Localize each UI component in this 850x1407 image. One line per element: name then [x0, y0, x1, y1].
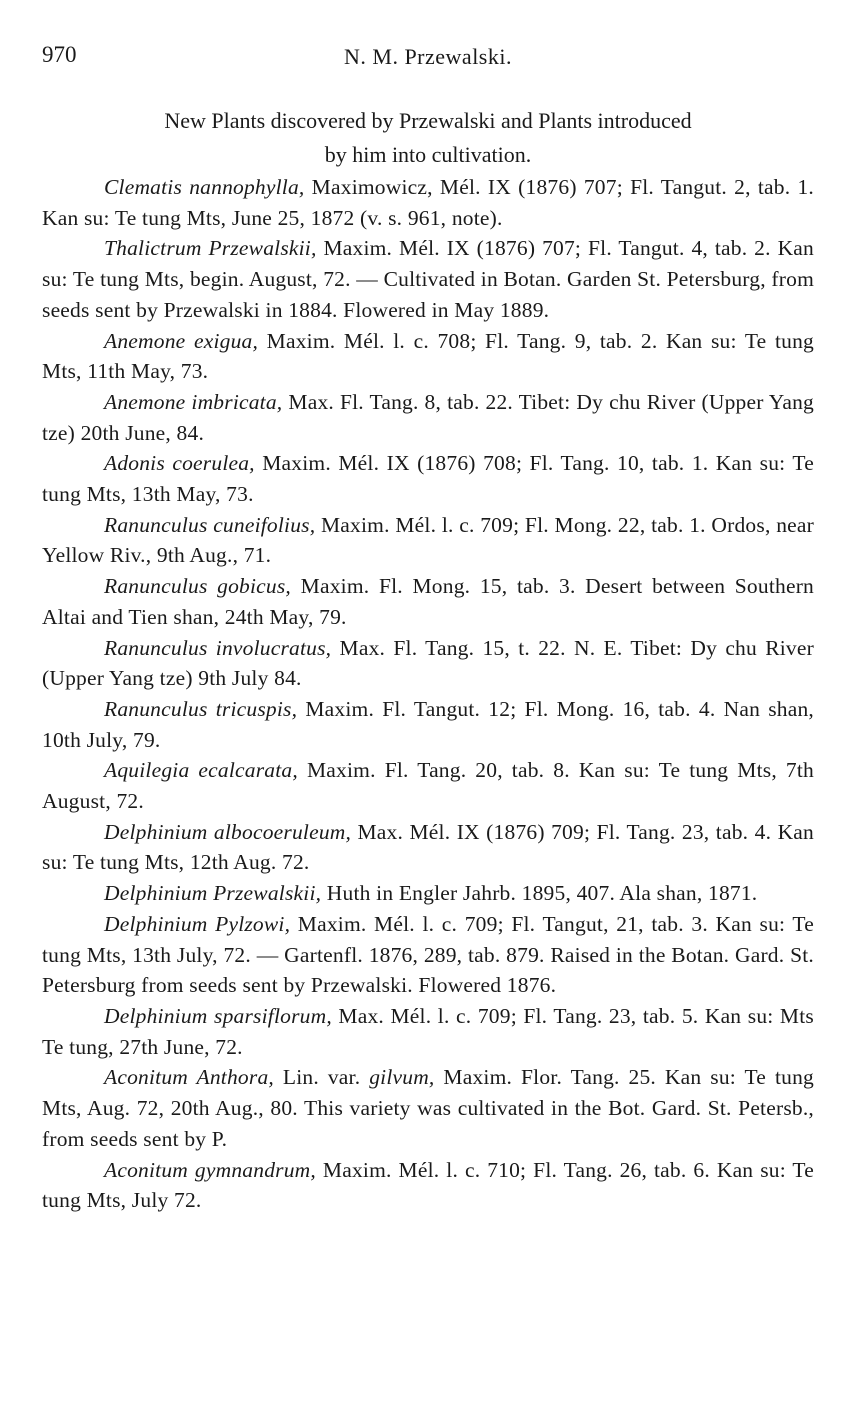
entry-text: Maxim. Flor. Tang. 25. Kan su: Te tung Mts, Aug. 72, 20th Aug., 80. This variety was cultivated in the Bot. Gard. St. Petersb., from seeds sent by P. [42, 1065, 814, 1151]
running-head [42, 36, 814, 76]
entry-text: Maxim. Mél. l. c. 708; Fl. Tang. 9, tab. 2. Kan su: Te tung Mts, 11th May, 73. [42, 328, 814, 384]
plant-entry [42, 448, 814, 509]
plant-entry [42, 694, 814, 755]
species-name: Ranunculus involucratus, [104, 635, 332, 660]
plant-entry [42, 1001, 814, 1062]
entry-text: Maxim. Mél. l. c. 709; Fl. Tangut, 21, tab. 3. Kan su: Te tung Mts, 13th July, 72. — Gartenfl. 1876, 289, tab. 879. Raised in the Botan. Gard. St. Petersburg from seeds sent by Przewalski. Flowered 1876. [42, 911, 814, 998]
plant-entry [42, 878, 814, 909]
species-name: Ranunculus cuneifolius, [104, 512, 316, 537]
species-name: Thalictrum Przewalskii, [104, 236, 317, 261]
species-name: Delphinium sparsiflorum, [104, 1003, 332, 1028]
plant-entry-list [42, 172, 814, 1216]
species-name: Delphinium albocoeruleum, [104, 819, 352, 844]
entry-text: Max. Mél. IX (1876) 709; Fl. Tang. 23, tab. 4. Kan su: Te tung Mts, 12th Aug. 72. [42, 819, 814, 875]
entry-text: Maxim. Fl. Tang. 20, tab. 8. Kan su: Te tung Mts, 7th August, 72. [42, 758, 814, 814]
section-heading-line-2: by him into cultivation. [324, 142, 532, 167]
species-name: Clematis nannophylla, [104, 175, 305, 199]
entry-text: Max. Fl. Tang. 8, tab. 22. Tibet: Dy chu River (Upper Yang tze) 20th June, 84. [42, 389, 814, 445]
entry-text: Maxim. Mél. l. c. 709; Fl. Mong. 22, tab. 1. Ordos, near Yellow Riv., 9th Aug., 71. [42, 512, 814, 568]
entry-text: Max. Mél. l. c. 709; Fl. Tang. 23, tab. 5. Kan su: Mts Te tung, 27th June, 72. [42, 1003, 814, 1059]
species-name: Ranunculus gobicus, [104, 574, 292, 599]
species-name: Delphinium Przewalskii, [104, 881, 322, 906]
species-name: Aquilegia ecalcarata, [104, 758, 298, 783]
plant-entry [42, 326, 814, 387]
document-page [42, 36, 814, 1216]
species-name: Aconitum Anthora, [104, 1065, 274, 1090]
variety-name: gilvum, [369, 1065, 435, 1090]
entry-text: Maxim. Mél. IX (1876) 707; Fl. Tangut. 4, tab. 2. Kan su: Te tung Mts, begin. August, 72. — Cultivated in Botan. Garden St. Petersburg, from seeds sent by Przewalski in 1884. Flowered in May 1889. [42, 236, 815, 322]
section-heading [42, 104, 814, 172]
section-heading-line-1: New Plants discovered by Przewalski and Plants introduced [164, 108, 692, 133]
species-name: Adonis coerulea, [104, 451, 255, 476]
species-name: Aconitum gymnandrum, [104, 1157, 316, 1182]
entry-text: Max. Fl. Tang. 15, t. 22. N. E. Tibet: Dy chu River (Upper Yang tze) 9th July 84. [42, 635, 814, 691]
plant-entry [42, 387, 814, 448]
entry-text: Maxim. Mél. IX (1876) 708; Fl. Tang. 10, tab. 1. Kan su: Te tung Mts, 13th May, 73. [42, 451, 814, 507]
species-name: Delphinium Pylzowi, [104, 911, 291, 936]
plant-entry [42, 1062, 814, 1154]
entry-text: Maxim. Fl. Mong. 15, tab. 3. Desert between Southern Altai and Tien shan, 24th May, 79. [42, 574, 814, 629]
entry-text: Lin. var. [273, 1065, 370, 1090]
running-title: N. M. Przewalski. [344, 44, 512, 69]
plant-entry [42, 510, 814, 571]
species-name: Anemone exigua, [104, 328, 259, 353]
entry-text: Maximowicz, Mél. IX (1876) 707; Fl. Tangut. 2, tab. 1. Kan su: Te tung Mts, June 25, 1872 (v. s. 961, note). [42, 175, 814, 230]
entry-text: Huth in Engler Jahrb. 1895, 407. Ala shan, 1871. [321, 881, 758, 906]
entry-text: Maxim. Mél. l. c. 710; Fl. Tang. 26, tab. 6. Kan su: Te tung Mts, July 72. [42, 1157, 814, 1213]
page-number: 970 [42, 42, 77, 67]
plant-entry [42, 755, 814, 816]
plant-entry [42, 1155, 814, 1216]
plant-entry [42, 909, 814, 1001]
plant-entry [42, 633, 814, 694]
plant-entry [42, 233, 814, 325]
plant-entry [42, 817, 814, 878]
species-name: Ranunculus tricuspis, [104, 696, 298, 721]
plant-entry [42, 172, 814, 233]
plant-entry [42, 571, 814, 632]
species-name: Anemone imbricata, [104, 389, 283, 414]
entry-text: Maxim. Fl. Tangut. 12; Fl. Mong. 16, tab. 4. Nan shan, 10th July, 79. [42, 696, 814, 752]
